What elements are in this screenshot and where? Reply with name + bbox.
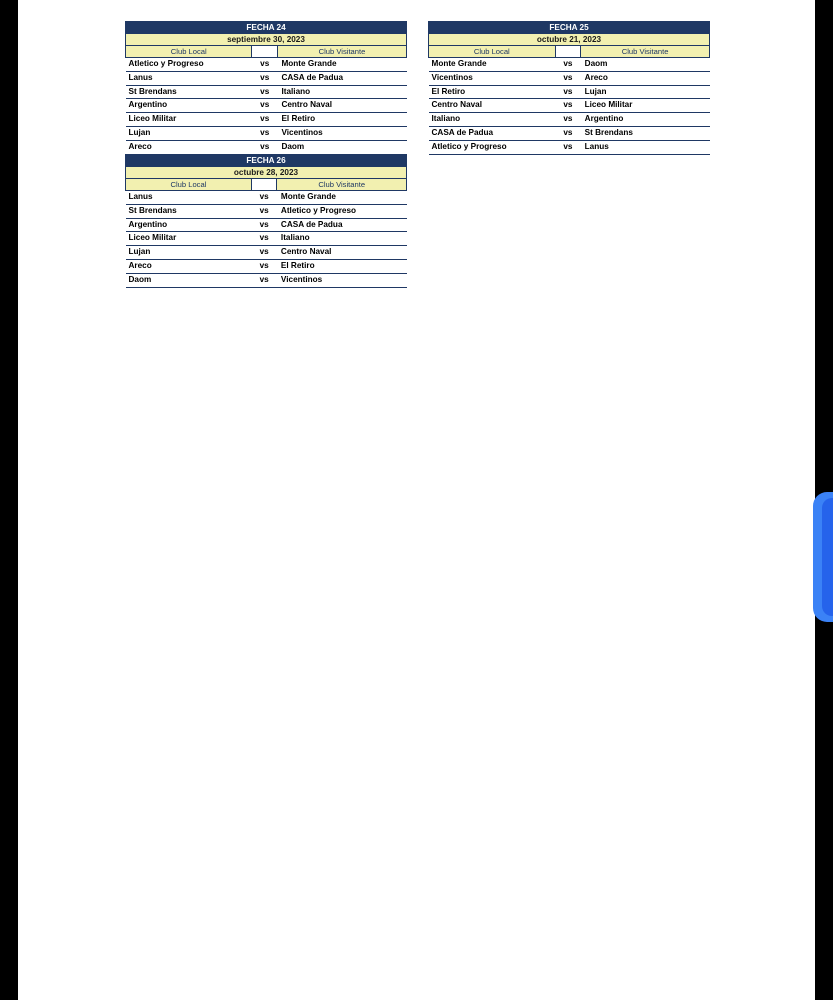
match-local: Daom (126, 273, 252, 287)
column-header-local: Club Local (126, 179, 252, 191)
fixture-table-fecha-25 (428, 21, 710, 155)
match-visitor: Monte Grande (277, 191, 407, 205)
table-row (126, 58, 407, 72)
column-header-visitor: Club Visitante (581, 46, 710, 58)
match-vs: vs (252, 58, 277, 72)
table-row (429, 58, 710, 72)
match-vs: vs (555, 99, 581, 113)
match-local: St Brendans (126, 85, 252, 99)
match-visitor: Italiano (277, 232, 407, 246)
match-visitor: St Brendans (581, 126, 710, 140)
match-visitor: Lanus (581, 140, 710, 154)
match-vs: vs (252, 126, 277, 140)
match-visitor: El Retiro (277, 113, 406, 127)
match-local: Liceo Militar (126, 113, 252, 127)
table-row (126, 85, 407, 99)
match-vs: vs (252, 99, 277, 113)
match-local: Centro Naval (429, 99, 556, 113)
match-local: Lanus (126, 71, 252, 85)
fixture-table-fecha-26 (125, 154, 407, 288)
table-row (429, 71, 710, 85)
column-header-mid (251, 179, 277, 191)
match-vs: vs (251, 273, 277, 287)
table-row (429, 85, 710, 99)
scrollbar-thumb[interactable] (813, 492, 833, 622)
match-local: Areco (126, 140, 252, 154)
match-local: Atletico y Progreso (429, 140, 556, 154)
match-visitor: CASA de Padua (277, 218, 407, 232)
table-date: octubre 21, 2023 (429, 34, 710, 46)
table-title-row (126, 155, 407, 167)
match-vs: vs (555, 85, 581, 99)
match-visitor: Daom (581, 58, 710, 72)
table-date-row (126, 167, 407, 179)
match-local: Lujan (126, 126, 252, 140)
match-visitor: CASA de Padua (277, 71, 406, 85)
table-row (429, 126, 710, 140)
match-local: Monte Grande (429, 58, 556, 72)
match-vs: vs (251, 259, 277, 273)
table-date-row (126, 34, 407, 46)
table-date: septiembre 30, 2023 (126, 34, 407, 46)
table-row (126, 99, 407, 113)
match-local: CASA de Padua (429, 126, 556, 140)
column-header-visitor: Club Visitante (277, 46, 406, 58)
table-date: octubre 28, 2023 (126, 167, 407, 179)
table-row (126, 204, 407, 218)
match-visitor: Vicentinos (277, 273, 407, 287)
match-vs: vs (555, 58, 581, 72)
match-local: Areco (126, 259, 252, 273)
match-visitor: Liceo Militar (581, 99, 710, 113)
table-row (126, 140, 407, 154)
table-header-row (126, 46, 407, 58)
fixture-tables-area (18, 0, 815, 300)
column-header-local: Club Local (429, 46, 556, 58)
table-title-row (429, 22, 710, 34)
match-vs: vs (252, 71, 277, 85)
match-local: Argentino (126, 99, 252, 113)
match-local: Argentino (126, 218, 252, 232)
match-vs: vs (252, 85, 277, 99)
table-row (126, 218, 407, 232)
table-row (126, 191, 407, 205)
match-vs: vs (251, 191, 277, 205)
match-vs: vs (555, 113, 581, 127)
table-date-row (429, 34, 710, 46)
table-row (126, 273, 407, 287)
match-vs: vs (252, 113, 277, 127)
match-vs: vs (251, 246, 277, 260)
fixture-table-fecha-24 (125, 21, 407, 155)
match-visitor: Daom (277, 140, 406, 154)
table-title-row (126, 22, 407, 34)
match-visitor: Italiano (277, 85, 406, 99)
match-vs: vs (555, 71, 581, 85)
column-header-visitor: Club Visitante (277, 179, 407, 191)
match-local: Liceo Militar (126, 232, 252, 246)
table-title: FECHA 24 (126, 22, 407, 34)
match-visitor: Monte Grande (277, 58, 406, 72)
match-vs: vs (251, 232, 277, 246)
table-row (429, 140, 710, 154)
match-vs: vs (251, 204, 277, 218)
match-visitor: Lujan (581, 85, 710, 99)
table-header-row (429, 46, 710, 58)
table-row (429, 113, 710, 127)
column-header-local: Club Local (126, 46, 252, 58)
column-header-mid (555, 46, 581, 58)
match-vs: vs (252, 140, 277, 154)
table-header-row (126, 179, 407, 191)
table-row (126, 126, 407, 140)
match-vs: vs (251, 218, 277, 232)
match-visitor: Argentino (581, 113, 710, 127)
match-visitor: Areco (581, 71, 710, 85)
match-local: Italiano (429, 113, 556, 127)
match-local: Lujan (126, 246, 252, 260)
table-row (429, 99, 710, 113)
match-visitor: Centro Naval (277, 99, 406, 113)
match-vs: vs (555, 126, 581, 140)
match-local: Lanus (126, 191, 252, 205)
document-page (18, 0, 815, 1000)
match-visitor: Vicentinos (277, 126, 406, 140)
table-title: FECHA 25 (429, 22, 710, 34)
table-row (126, 232, 407, 246)
table-row (126, 71, 407, 85)
match-local: Atletico y Progreso (126, 58, 252, 72)
table-row (126, 259, 407, 273)
match-vs: vs (555, 140, 581, 154)
table-row (126, 113, 407, 127)
table-title: FECHA 26 (126, 155, 407, 167)
match-local: El Retiro (429, 85, 556, 99)
match-local: St Brendans (126, 204, 252, 218)
table-row (126, 246, 407, 260)
scrollbar-thumb-inner[interactable] (822, 498, 833, 616)
match-visitor: Centro Naval (277, 246, 407, 260)
match-local: Vicentinos (429, 71, 556, 85)
match-visitor: El Retiro (277, 259, 407, 273)
column-header-mid (252, 46, 277, 58)
match-visitor: Atletico y Progreso (277, 204, 407, 218)
